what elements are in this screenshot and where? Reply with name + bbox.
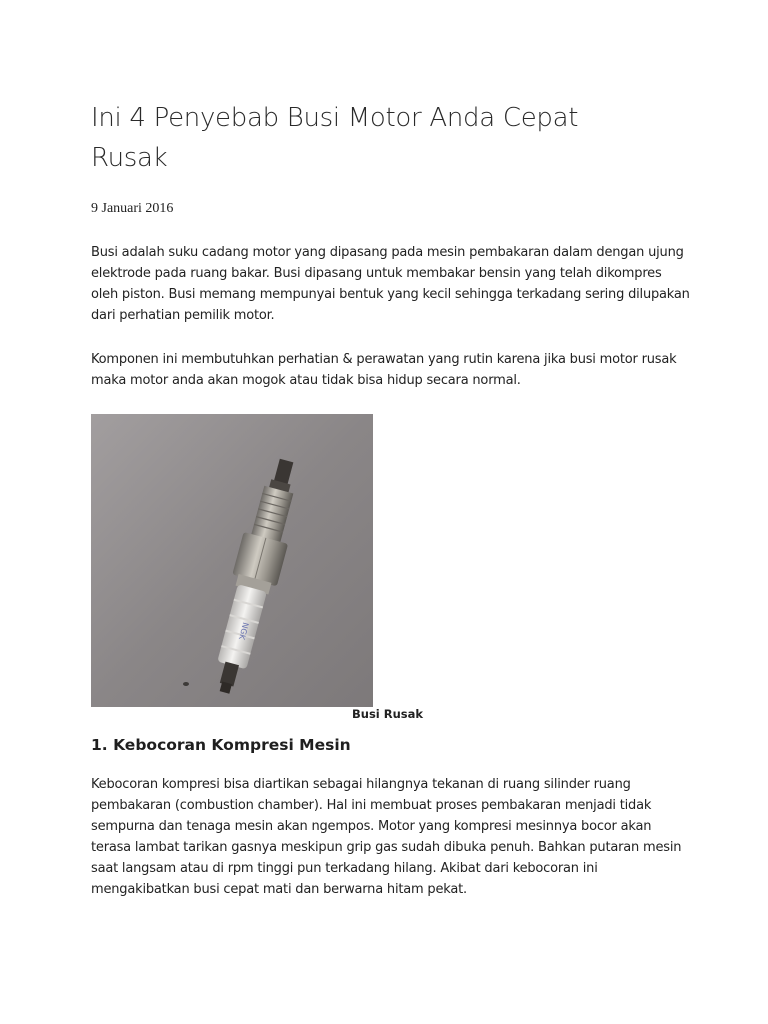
intro-paragraph: Busi adalah suku cadang motor yang dipasang pada mesin pembakaran dalam dengan ujung elektrode pada ruang bakar. Busi dipasang untuk membakar bensin yang telah dikompres oleh piston. Busi memang mempunyai bentuk yang kecil sehingga terkadang sering dilupakan dari perhatian pemilik motor. [91,245,690,323]
svg-text:NGK: NGK [236,621,251,641]
article-date: 9 Januari 2016 [91,201,174,216]
section-heading: 1. Kebocoran Kompresi Mesin [91,736,351,754]
article-title: Ini 4 Penyebab Busi Motor Anda Cepat Rusak [91,103,579,173]
second-paragraph: Komponen ini membutuhkan perhatian & perawatan yang rutin karena jika busi motor rusak maka motor anda akan mogok atau tidak bisa hidup secara normal. [91,352,677,388]
spark-plug-illustration [91,414,373,707]
section-body: Kebocoran kompresi bisa diartikan sebagai hilangnya tekanan di ruang silinder ruang pembakaran (combustion chamber). Hal ini membuat proses pembakaran menjadi tidak sempurna dan tenaga mesin akan ngempos. Motor yang kompresi mesinnya bocor akan terasa lambat tarikan gasnya meskipun grip gas sudah dibuka penuh. Bahkan putaran mesin saat langsam atau di rpm tinggi pun terkadang hilang. Akibat dari kebocoran ini mengakibatkan busi cepat mati dan berwarna hitam pekat. [91,777,682,897]
image-caption: Busi Rusak [352,707,424,721]
spark-plug-photo [91,414,373,707]
